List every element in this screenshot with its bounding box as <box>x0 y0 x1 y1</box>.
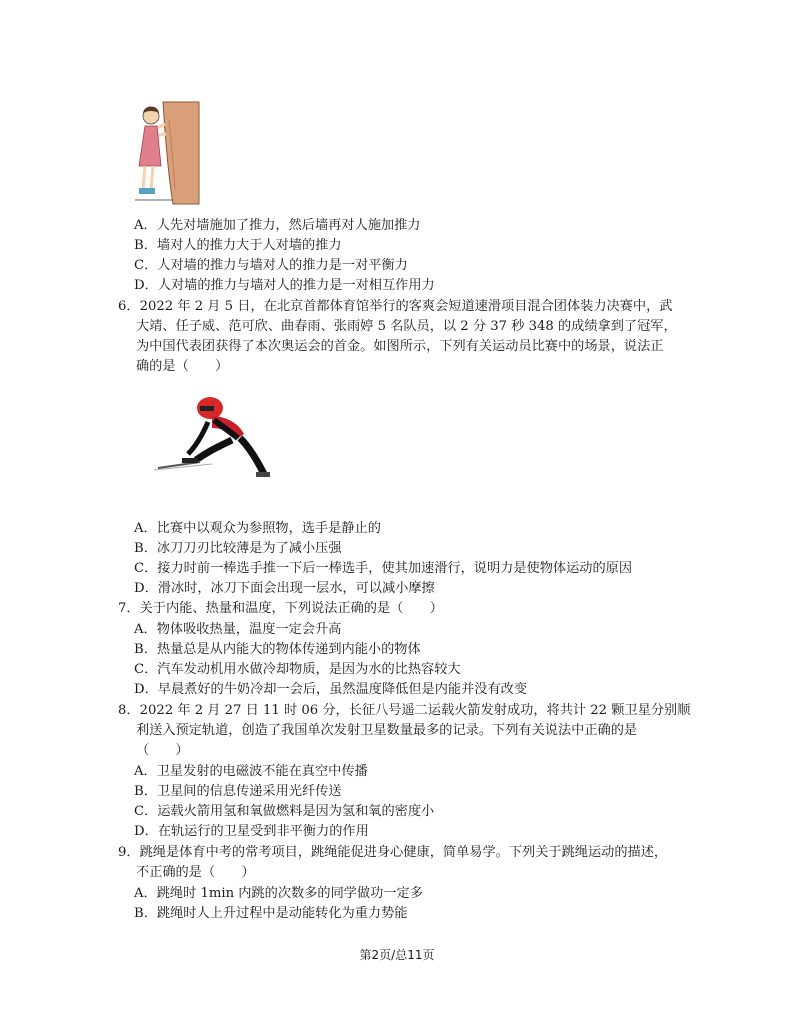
q7-option-d: D．早晨煮好的牛奶冷却一会后，虽然温度降低但是内能并没有改变 <box>134 682 528 697</box>
q7-option-a: A．物体吸收热量，温度一定会升高 <box>134 622 342 637</box>
q9-option-b: B．跳绳时人上升过程中是动能转化为重力势能 <box>134 906 408 921</box>
figure-person-pushing-wall <box>133 100 203 208</box>
q6-option-c: C．接力时前一棒选手推一下后一棒选手，使其加速滑行，说明力是使物体运动的原因 <box>134 561 633 576</box>
q8-option-b: B．卫星间的信息传递采用光纤传送 <box>134 784 342 799</box>
q9-stem-line-1: 9．跳绳是体育中考的常考项目，跳绳能促进身心健康，简单易学。下列关于跳绳运动的描述， <box>118 845 668 860</box>
q5-option-c: C．人对墙的推力与墙对人的推力是一对平衡力 <box>134 258 408 273</box>
q8-stem-line-3: （ ） <box>136 743 189 758</box>
q8-stem-line-1: 8．2022 年 2 月 27 日 11 时 06 分，长征八号遥二运载火箭发射成功，将共计 22 颗卫星分别顺 <box>118 703 691 718</box>
q8-option-c: C．运载火箭用氢和氧做燃料是因为氢和氧的密度小 <box>134 804 435 819</box>
q9-option-a: A．跳绳时 1min 内跳的次数多的同学做功一定多 <box>134 886 423 901</box>
page-footer: 第2页/总11页 <box>359 948 435 962</box>
q5-option-d: D．人对墙的推力与墙对人的推力是一对相互作用力 <box>134 278 435 293</box>
q6-stem-line-2: 大靖、任子威、范可欣、曲春雨、张雨婷 5 名队员，以 2 分 37 秒 348 的成绩拿到了冠军， <box>136 319 677 334</box>
q7-option-c: C．汽车发动机用水做冷却物质，是因为水的比热容较大 <box>134 662 461 677</box>
q6-stem-line-3: 为中国代表团获得了本次奥运会的首金。如图所示，下列有关运动员比赛中的场景，说法正 <box>136 339 664 354</box>
q6-stem-line-1: 6．2022 年 2 月 5 日，在北京首都体育馆举行的客爽会短道速滑项目混合团体装力决赛中，武 <box>118 299 673 314</box>
q7-stem-line-1: 7．关于内能、热量和温度，下列说法正确的是（ ） <box>118 601 443 616</box>
q6-option-a: A．比赛中以观众为参照物，选手是静止的 <box>134 521 381 536</box>
q7-option-b: B．热量总是从内能大的物体传递到内能小的物体 <box>134 642 421 657</box>
q5-option-a: A．人先对墙施加了推力，然后墙再对人施加推力 <box>134 218 421 233</box>
q9-stem-line-2: 不正确的是（ ） <box>136 865 255 880</box>
q6-option-b: B．冰刀刀刃比较薄是为了减小压强 <box>134 541 342 556</box>
q6-stem-line-4: 确的是（ ） <box>136 359 229 374</box>
figure-speed-skater <box>152 388 274 484</box>
q8-stem-line-2: 利送入预定轨道，创造了我国单次发射卫星数量最多的记录。下列有关说法中正确的是 <box>136 723 638 738</box>
q8-option-a: A．卫星发射的电磁波不能在真空中传播 <box>134 764 368 779</box>
q8-option-d: D．在轨运行的卫星受到非平衡力的作用 <box>134 824 369 839</box>
q5-option-b: B．墙对人的推力大于人对墙的推力 <box>134 238 342 253</box>
q6-option-d: D．滑冰时，冰刀下面会出现一层水，可以减小摩擦 <box>134 581 435 596</box>
